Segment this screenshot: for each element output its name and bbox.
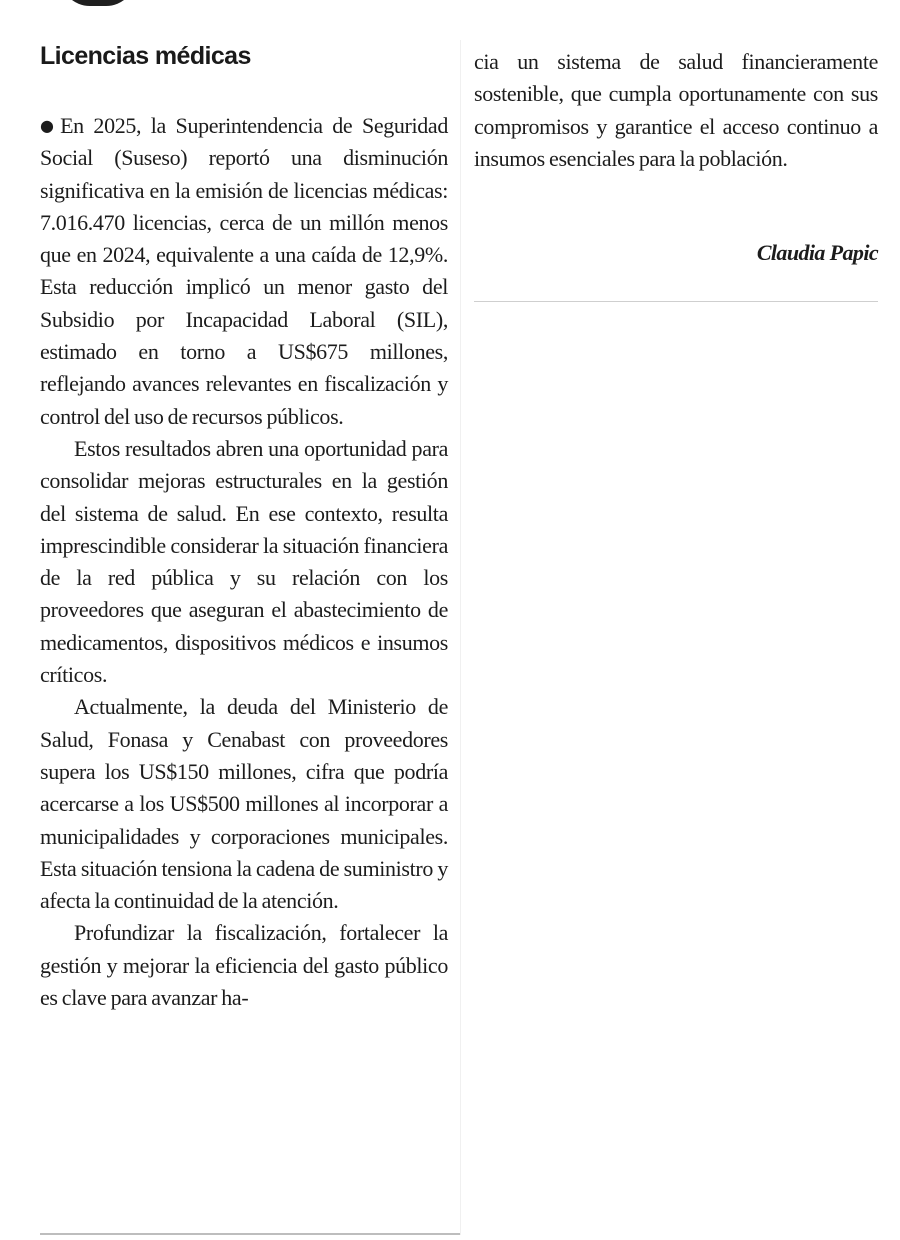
bottom-rule: [40, 1233, 460, 1235]
paragraph-3: Actualmente, la deuda del Ministerio de Salud, Fonasa y Cenabast con proveedores supera los US$150 millones, cifra que podría acercarse a los US$500 millones al incorporar a municipalidades y corporaciones municipales. Esta situación tensiona la cadena de suministro y afecta la continuidad de la atención.: [40, 694, 448, 914]
bullet-icon: ●: [40, 116, 60, 135]
column-divider: [460, 40, 461, 1235]
right-column-rule: [474, 301, 878, 302]
right-column: [474, 46, 878, 175]
top-logo-fragment: [60, 0, 136, 6]
paragraph-4: Profundizar la fiscalización, fortalecer la gestión y mejorar la eficiencia del gasto público es clave para avanzar ha-: [40, 920, 448, 1011]
paragraph-2: Estos resultados abren una oportunidad para consolidar mejoras estructurales en la gestión del sistema de salud. En ese contexto, resulta imprescindible considerar la situación financiera de la red pública y su relación con los proveedores que aseguran el abastecimiento de medicamentos, dispositivos médicos e insumos críticos.: [40, 435, 448, 688]
paragraph-1-text: En 2025, la Superintendencia de Seguridad Social (Suseso) reportó una disminución significativa en la emisión de licencias médicas: 7.016.470 licencias, cerca de un millón menos que en 2024, equivalente a una caída de 12,9%. Esta reducción implicó un menor gasto del Subsidio por Incapacidad Laboral (SIL), estimado en torno a US$675 millones, reflejando avances relevantes en fiscalización y control del uso de recursos públicos.: [40, 113, 448, 429]
article-headline: Licencias médicas: [40, 42, 251, 70]
paragraph-1: [40, 110, 448, 433]
author-signature: Claudia Papic: [756, 240, 878, 265]
paragraph-continued: cia un sistema de salud financieramente sostenible, que cumpla oportunamente con sus compromisos y garantice el acceso continuo a insumos esenciales para la población.: [474, 49, 878, 171]
left-column: [40, 110, 448, 1014]
